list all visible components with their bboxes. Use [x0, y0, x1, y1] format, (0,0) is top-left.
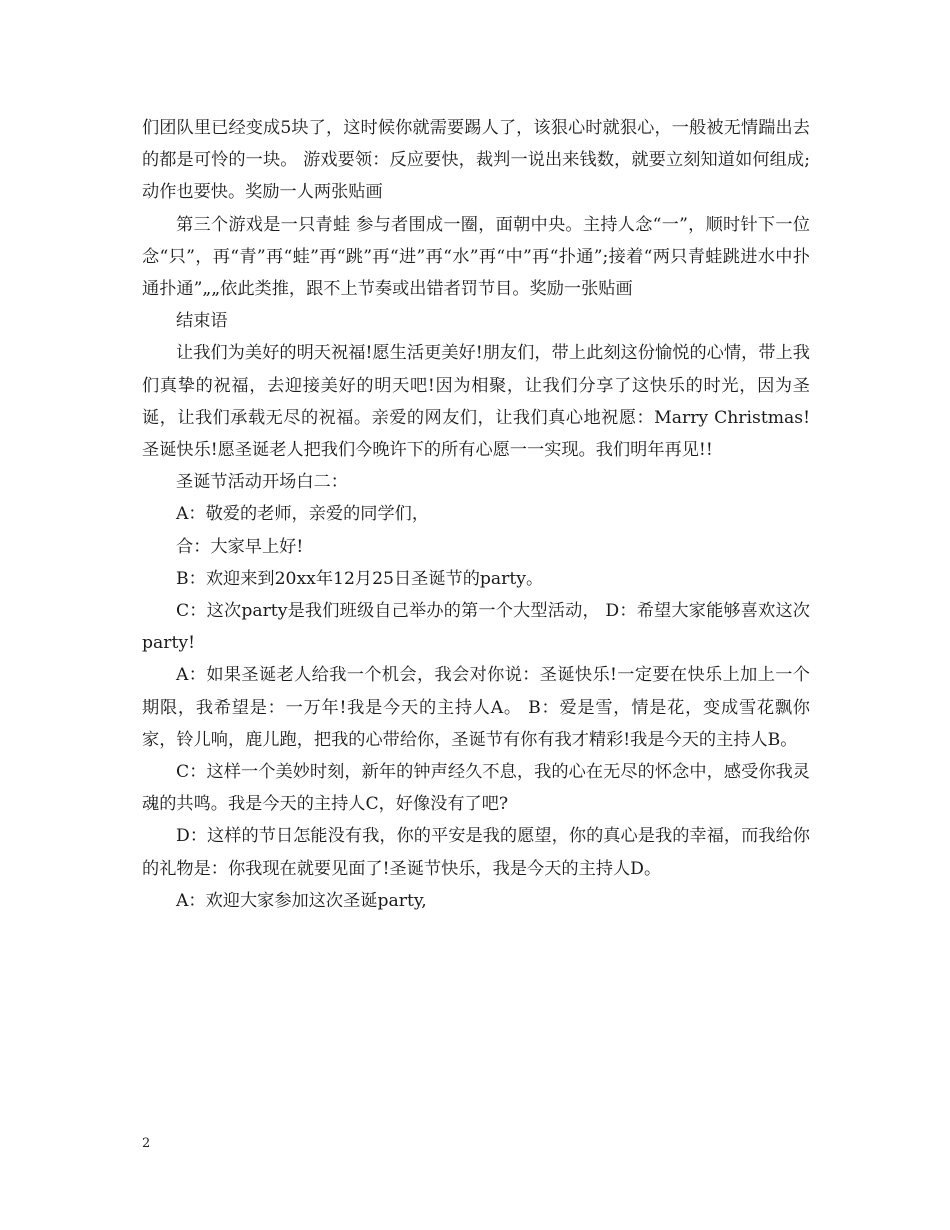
paragraph-9: C：这次party是我们班级自己举办的第一个大型活动， D：希望大家能够喜欢这次party! [142, 601, 810, 654]
paragraph-4: 让我们为美好的明天祝福!愿生活更美好!朋友们，带上此刻这份愉悦的心情，带上我们真挚的祝福，去迎接美好的明天吧!因为相聚，让我们分享了这快乐的时光，因为圣诞，让我们承载无尽的祝福。亲爱的网友们，让我们真心地祝愿：Marry Christmas!圣诞快乐!愿圣诞老人把我们今晚许下的所有心愿一一实现。我们明年再见!! [142, 343, 810, 461]
page-number: 2 [142, 1136, 151, 1151]
paragraph-8: B：欢迎来到20xx年12月25日圣诞节的party。 [176, 568, 544, 589]
paragraph-1: 们团队里已经变成5块了，这时候你就需要踢人了，该狠心时就狠心，一般被无情踹出去的都是可怜的一块。 游戏要领：反应要快，裁判一说出来钱数，就要立刻知道如何组成;动作也要快。奖励一人两张贴画 [142, 118, 810, 203]
paragraph-12: D：这样的节日怎能没有我，你的平安是我的愿望，你的真心是我的幸福，而我给你的礼物是：你我现在就要见面了!圣诞节快乐，我是今天的主持人D。 [142, 826, 810, 879]
paragraph-2: 第三个游戏是一只青蛙 参与者围成一圈，面朝中央。主持人念“一”，顺时针下一位念“只”，再“青”再“蛙”再“跳”再“进”再“水”再“中”再“扑通”;接着“两只青蛙跳进水中扑通扑通”„„依此类推，跟不上节奏或出错者罚节目。奖励一张贴画 [142, 214, 810, 300]
paragraph-6: A：敬爱的老师，亲爱的同学们， [176, 504, 430, 525]
paragraph-5: 圣诞节活动开场白二： [176, 472, 348, 493]
document-body [142, 112, 810, 917]
paragraph-13: A：欢迎大家参加这次圣诞party, [176, 890, 427, 911]
paragraph-7: 合：大家早上好! [176, 536, 304, 557]
paragraph-3: 结束语 [176, 311, 228, 332]
paragraph-11: C：这样一个美妙时刻，新年的钟声经久不息，我的心在无尽的怀念中，感受你我灵魂的共鸣。我是今天的主持人C，好像没有了吧? [142, 762, 810, 815]
paragraph-10: A：如果圣诞老人给我一个机会，我会对你说：圣诞快乐!一定要在快乐上加上一个期限，我希望是：一万年!我是今天的主持人A。 B：爱是雪，情是花，变成雪花飘你家，铃儿响，鹿儿跑，把我的心带给你，圣诞节有你有我才精彩!我是今天的主持人B。 [142, 665, 810, 750]
